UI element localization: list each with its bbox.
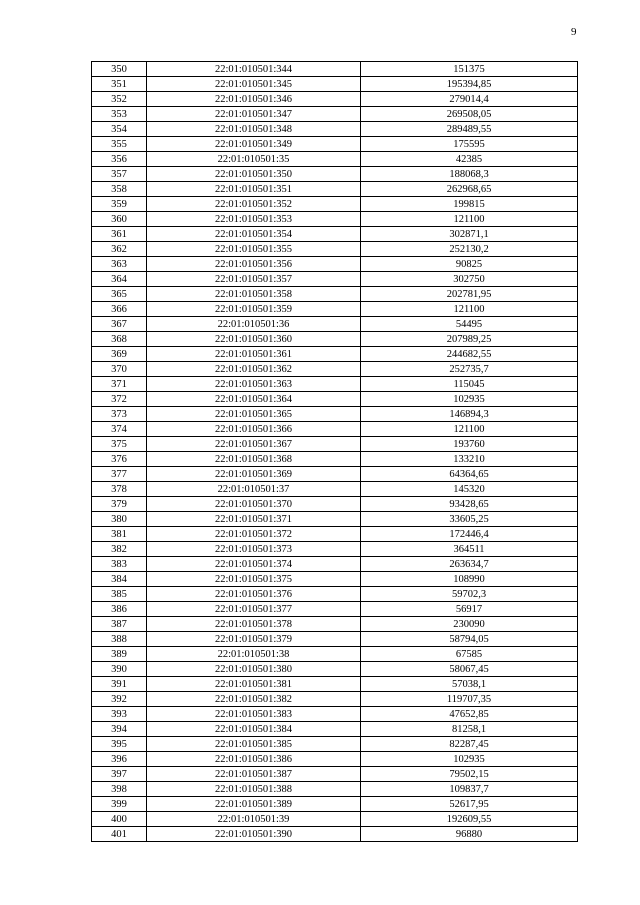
page-number: 9 bbox=[571, 26, 577, 38]
table-row bbox=[92, 782, 578, 797]
table-row bbox=[92, 332, 578, 347]
value-cell: 263634,7 bbox=[361, 557, 578, 572]
table-row bbox=[92, 122, 578, 137]
value-cell: 230090 bbox=[361, 617, 578, 632]
table-row bbox=[92, 482, 578, 497]
cadastral-table bbox=[91, 61, 578, 842]
cadastral-number-cell: 22:01:010501:377 bbox=[147, 602, 361, 617]
value-cell: 121100 bbox=[361, 212, 578, 227]
table-row bbox=[92, 752, 578, 767]
table-row bbox=[92, 182, 578, 197]
row-number-cell: 389 bbox=[92, 647, 147, 662]
value-cell: 364511 bbox=[361, 542, 578, 557]
value-cell: 252130,2 bbox=[361, 242, 578, 257]
value-cell: 67585 bbox=[361, 647, 578, 662]
cadastral-number-cell: 22:01:010501:381 bbox=[147, 677, 361, 692]
table-row bbox=[92, 257, 578, 272]
value-cell: 93428,65 bbox=[361, 497, 578, 512]
table-row bbox=[92, 167, 578, 182]
table-row bbox=[92, 737, 578, 752]
cadastral-number-cell: 22:01:010501:364 bbox=[147, 392, 361, 407]
table-row bbox=[92, 392, 578, 407]
table-row bbox=[92, 107, 578, 122]
table-row bbox=[92, 617, 578, 632]
value-cell: 59702,3 bbox=[361, 587, 578, 602]
cadastral-number-cell: 22:01:010501:387 bbox=[147, 767, 361, 782]
row-number-cell: 381 bbox=[92, 527, 147, 542]
value-cell: 202781,95 bbox=[361, 287, 578, 302]
value-cell: 175595 bbox=[361, 137, 578, 152]
value-cell: 81258,1 bbox=[361, 722, 578, 737]
value-cell: 145320 bbox=[361, 482, 578, 497]
value-cell: 302871,1 bbox=[361, 227, 578, 242]
row-number-cell: 372 bbox=[92, 392, 147, 407]
table-row bbox=[92, 722, 578, 737]
table-row bbox=[92, 137, 578, 152]
table-row bbox=[92, 362, 578, 377]
cadastral-number-cell: 22:01:010501:386 bbox=[147, 752, 361, 767]
value-cell: 151375 bbox=[361, 62, 578, 77]
row-number-cell: 376 bbox=[92, 452, 147, 467]
table-row bbox=[92, 662, 578, 677]
table-row bbox=[92, 62, 578, 77]
cadastral-number-cell: 22:01:010501:365 bbox=[147, 407, 361, 422]
row-number-cell: 367 bbox=[92, 317, 147, 332]
value-cell: 244682,55 bbox=[361, 347, 578, 362]
table-row bbox=[92, 317, 578, 332]
cadastral-number-cell: 22:01:010501:347 bbox=[147, 107, 361, 122]
value-cell: 289489,55 bbox=[361, 122, 578, 137]
table-row bbox=[92, 287, 578, 302]
table-row bbox=[92, 827, 578, 842]
value-cell: 109837,7 bbox=[361, 782, 578, 797]
table-row bbox=[92, 227, 578, 242]
cadastral-number-cell: 22:01:010501:366 bbox=[147, 422, 361, 437]
value-cell: 207989,25 bbox=[361, 332, 578, 347]
table-row bbox=[92, 542, 578, 557]
value-cell: 58794,05 bbox=[361, 632, 578, 647]
cadastral-number-cell: 22:01:010501:371 bbox=[147, 512, 361, 527]
cadastral-number-cell: 22:01:010501:389 bbox=[147, 797, 361, 812]
cadastral-number-cell: 22:01:010501:348 bbox=[147, 122, 361, 137]
row-number-cell: 364 bbox=[92, 272, 147, 287]
row-number-cell: 393 bbox=[92, 707, 147, 722]
table-row bbox=[92, 452, 578, 467]
row-number-cell: 378 bbox=[92, 482, 147, 497]
row-number-cell: 394 bbox=[92, 722, 147, 737]
cadastral-number-cell: 22:01:010501:384 bbox=[147, 722, 361, 737]
table-row bbox=[92, 152, 578, 167]
value-cell: 172446,4 bbox=[361, 527, 578, 542]
row-number-cell: 401 bbox=[92, 827, 147, 842]
row-number-cell: 359 bbox=[92, 197, 147, 212]
value-cell: 121100 bbox=[361, 302, 578, 317]
row-number-cell: 361 bbox=[92, 227, 147, 242]
table-row bbox=[92, 527, 578, 542]
value-cell: 262968,65 bbox=[361, 182, 578, 197]
row-number-cell: 366 bbox=[92, 302, 147, 317]
row-number-cell: 395 bbox=[92, 737, 147, 752]
cadastral-number-cell: 22:01:010501:355 bbox=[147, 242, 361, 257]
row-number-cell: 352 bbox=[92, 92, 147, 107]
row-number-cell: 398 bbox=[92, 782, 147, 797]
cadastral-number-cell: 22:01:010501:35 bbox=[147, 152, 361, 167]
value-cell: 193760 bbox=[361, 437, 578, 452]
value-cell: 121100 bbox=[361, 422, 578, 437]
cadastral-number-cell: 22:01:010501:373 bbox=[147, 542, 361, 557]
value-cell: 90825 bbox=[361, 257, 578, 272]
cadastral-number-cell: 22:01:010501:38 bbox=[147, 647, 361, 662]
cadastral-number-cell: 22:01:010501:344 bbox=[147, 62, 361, 77]
table-row bbox=[92, 467, 578, 482]
row-number-cell: 382 bbox=[92, 542, 147, 557]
row-number-cell: 360 bbox=[92, 212, 147, 227]
row-number-cell: 375 bbox=[92, 437, 147, 452]
value-cell: 115045 bbox=[361, 377, 578, 392]
value-cell: 192609,55 bbox=[361, 812, 578, 827]
row-number-cell: 374 bbox=[92, 422, 147, 437]
row-number-cell: 350 bbox=[92, 62, 147, 77]
value-cell: 56917 bbox=[361, 602, 578, 617]
cadastral-number-cell: 22:01:010501:362 bbox=[147, 362, 361, 377]
table-row bbox=[92, 572, 578, 587]
value-cell: 279014,4 bbox=[361, 92, 578, 107]
table-row bbox=[92, 602, 578, 617]
value-cell: 102935 bbox=[361, 392, 578, 407]
table-row bbox=[92, 797, 578, 812]
row-number-cell: 363 bbox=[92, 257, 147, 272]
cadastral-number-cell: 22:01:010501:351 bbox=[147, 182, 361, 197]
row-number-cell: 399 bbox=[92, 797, 147, 812]
value-cell: 82287,45 bbox=[361, 737, 578, 752]
cadastral-number-cell: 22:01:010501:375 bbox=[147, 572, 361, 587]
cadastral-number-cell: 22:01:010501:376 bbox=[147, 587, 361, 602]
cadastral-number-cell: 22:01:010501:356 bbox=[147, 257, 361, 272]
value-cell: 302750 bbox=[361, 272, 578, 287]
cadastral-number-cell: 22:01:010501:379 bbox=[147, 632, 361, 647]
table-row bbox=[92, 377, 578, 392]
value-cell: 188068,3 bbox=[361, 167, 578, 182]
table-row bbox=[92, 557, 578, 572]
row-number-cell: 383 bbox=[92, 557, 147, 572]
value-cell: 54495 bbox=[361, 317, 578, 332]
table-row bbox=[92, 632, 578, 647]
cadastral-number-cell: 22:01:010501:370 bbox=[147, 497, 361, 512]
value-cell: 57038,1 bbox=[361, 677, 578, 692]
table-row bbox=[92, 812, 578, 827]
table-body bbox=[92, 62, 578, 842]
row-number-cell: 387 bbox=[92, 617, 147, 632]
table-row bbox=[92, 347, 578, 362]
value-cell: 102935 bbox=[361, 752, 578, 767]
table-row bbox=[92, 512, 578, 527]
row-number-cell: 377 bbox=[92, 467, 147, 482]
table-row bbox=[92, 692, 578, 707]
cadastral-number-cell: 22:01:010501:378 bbox=[147, 617, 361, 632]
row-number-cell: 354 bbox=[92, 122, 147, 137]
cadastral-number-cell: 22:01:010501:385 bbox=[147, 737, 361, 752]
cadastral-number-cell: 22:01:010501:388 bbox=[147, 782, 361, 797]
value-cell: 252735,7 bbox=[361, 362, 578, 377]
cadastral-number-cell: 22:01:010501:350 bbox=[147, 167, 361, 182]
cadastral-number-cell: 22:01:010501:368 bbox=[147, 452, 361, 467]
row-number-cell: 396 bbox=[92, 752, 147, 767]
row-number-cell: 390 bbox=[92, 662, 147, 677]
value-cell: 33605,25 bbox=[361, 512, 578, 527]
row-number-cell: 355 bbox=[92, 137, 147, 152]
cadastral-number-cell: 22:01:010501:357 bbox=[147, 272, 361, 287]
table-row bbox=[92, 677, 578, 692]
cadastral-number-cell: 22:01:010501:369 bbox=[147, 467, 361, 482]
row-number-cell: 371 bbox=[92, 377, 147, 392]
cadastral-number-cell: 22:01:010501:360 bbox=[147, 332, 361, 347]
cadastral-number-cell: 22:01:010501:374 bbox=[147, 557, 361, 572]
value-cell: 269508,05 bbox=[361, 107, 578, 122]
cadastral-number-cell: 22:01:010501:363 bbox=[147, 377, 361, 392]
table-row bbox=[92, 497, 578, 512]
table-row bbox=[92, 587, 578, 602]
row-number-cell: 379 bbox=[92, 497, 147, 512]
cadastral-number-cell: 22:01:010501:37 bbox=[147, 482, 361, 497]
table-row bbox=[92, 242, 578, 257]
value-cell: 47652,85 bbox=[361, 707, 578, 722]
cadastral-number-cell: 22:01:010501:346 bbox=[147, 92, 361, 107]
cadastral-number-cell: 22:01:010501:352 bbox=[147, 197, 361, 212]
cadastral-number-cell: 22:01:010501:36 bbox=[147, 317, 361, 332]
cadastral-number-cell: 22:01:010501:349 bbox=[147, 137, 361, 152]
row-number-cell: 356 bbox=[92, 152, 147, 167]
value-cell: 108990 bbox=[361, 572, 578, 587]
row-number-cell: 380 bbox=[92, 512, 147, 527]
value-cell: 96880 bbox=[361, 827, 578, 842]
value-cell: 42385 bbox=[361, 152, 578, 167]
cadastral-number-cell: 22:01:010501:390 bbox=[147, 827, 361, 842]
value-cell: 52617,95 bbox=[361, 797, 578, 812]
row-number-cell: 357 bbox=[92, 167, 147, 182]
row-number-cell: 388 bbox=[92, 632, 147, 647]
value-cell: 146894,3 bbox=[361, 407, 578, 422]
row-number-cell: 351 bbox=[92, 77, 147, 92]
row-number-cell: 362 bbox=[92, 242, 147, 257]
row-number-cell: 385 bbox=[92, 587, 147, 602]
cadastral-number-cell: 22:01:010501:345 bbox=[147, 77, 361, 92]
table-row bbox=[92, 767, 578, 782]
table-row bbox=[92, 92, 578, 107]
cadastral-number-cell: 22:01:010501:354 bbox=[147, 227, 361, 242]
row-number-cell: 386 bbox=[92, 602, 147, 617]
cadastral-number-cell: 22:01:010501:359 bbox=[147, 302, 361, 317]
cadastral-number-cell: 22:01:010501:367 bbox=[147, 437, 361, 452]
row-number-cell: 397 bbox=[92, 767, 147, 782]
table-row bbox=[92, 437, 578, 452]
row-number-cell: 353 bbox=[92, 107, 147, 122]
row-number-cell: 368 bbox=[92, 332, 147, 347]
table-row bbox=[92, 197, 578, 212]
table-row bbox=[92, 707, 578, 722]
value-cell: 64364,65 bbox=[361, 467, 578, 482]
cadastral-number-cell: 22:01:010501:372 bbox=[147, 527, 361, 542]
table-row bbox=[92, 302, 578, 317]
value-cell: 199815 bbox=[361, 197, 578, 212]
value-cell: 79502,15 bbox=[361, 767, 578, 782]
cadastral-number-cell: 22:01:010501:383 bbox=[147, 707, 361, 722]
table-row bbox=[92, 272, 578, 287]
cadastral-number-cell: 22:01:010501:353 bbox=[147, 212, 361, 227]
row-number-cell: 370 bbox=[92, 362, 147, 377]
cadastral-number-cell: 22:01:010501:358 bbox=[147, 287, 361, 302]
table-row bbox=[92, 407, 578, 422]
row-number-cell: 384 bbox=[92, 572, 147, 587]
value-cell: 119707,35 bbox=[361, 692, 578, 707]
table-row bbox=[92, 77, 578, 92]
value-cell: 58067,45 bbox=[361, 662, 578, 677]
value-cell: 195394,85 bbox=[361, 77, 578, 92]
cadastral-number-cell: 22:01:010501:380 bbox=[147, 662, 361, 677]
table-row bbox=[92, 647, 578, 662]
table-row bbox=[92, 422, 578, 437]
cadastral-number-cell: 22:01:010501:361 bbox=[147, 347, 361, 362]
row-number-cell: 392 bbox=[92, 692, 147, 707]
value-cell: 133210 bbox=[361, 452, 578, 467]
cadastral-number-cell: 22:01:010501:382 bbox=[147, 692, 361, 707]
cadastral-number-cell: 22:01:010501:39 bbox=[147, 812, 361, 827]
row-number-cell: 373 bbox=[92, 407, 147, 422]
table-row bbox=[92, 212, 578, 227]
row-number-cell: 369 bbox=[92, 347, 147, 362]
row-number-cell: 400 bbox=[92, 812, 147, 827]
row-number-cell: 391 bbox=[92, 677, 147, 692]
row-number-cell: 358 bbox=[92, 182, 147, 197]
row-number-cell: 365 bbox=[92, 287, 147, 302]
